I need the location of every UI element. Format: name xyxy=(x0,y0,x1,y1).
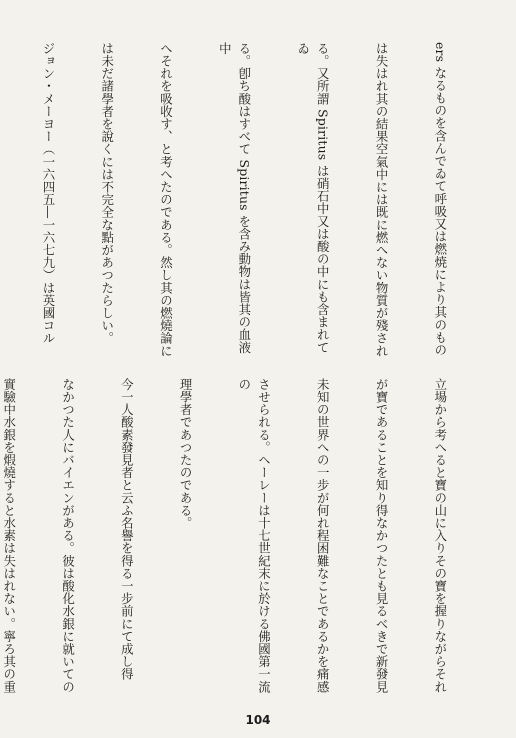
text-line: させられる。ヘーレーは十七世紀末に於ける佛國第一流の xyxy=(236,378,272,693)
text-line: 立場から考へると寶の山に入りその寶を握りながらそれ xyxy=(432,378,448,693)
text-line: 未知の世界への一步が何れ程困難なことであるかを痛感 xyxy=(315,378,331,693)
text-line: へそれを吸收す、と考へたのである。然し其の燃燒論に xyxy=(158,42,174,357)
text-line: が寶であることを知り得なかつたとも見るべきで新發見 xyxy=(374,378,390,693)
bottom-text-column xyxy=(1,378,489,698)
text-line: る。卽ち酸はすべて Spiritus を含み動物は皆其の血液中 xyxy=(217,42,252,354)
text-line: ジョン・メーヨー（一六四五―一六七九）は英國コル xyxy=(40,42,56,345)
text-line: は失はれ其の結果空氣中には既に燃へない物質が殘され xyxy=(374,42,390,357)
page-number: 104 xyxy=(245,713,271,727)
text-line: 實驗中水銀を煆燒すると水素は失はれない。寧ろ其の重 xyxy=(1,378,17,693)
text-line: 理學者であつたのである。 xyxy=(178,378,194,530)
text-line: ers なるものを含んでゐて呼吸又は燃焼により其のもの xyxy=(432,42,448,357)
text-line: は未だ諸學者を說くには不完全な點があつたらしい。 xyxy=(99,42,115,345)
text-line: なかつた人にバイエンがある。彼は酸化水銀に就いての xyxy=(60,378,76,693)
text-line: 今一人酸素發見者と云ふ名譽を得る一步前にて成し得 xyxy=(119,378,135,681)
top-text-column xyxy=(40,42,489,360)
text-line: る。又所謂 Spiritus は硝石中又は酸の中にも含まれてゐ xyxy=(295,42,331,354)
